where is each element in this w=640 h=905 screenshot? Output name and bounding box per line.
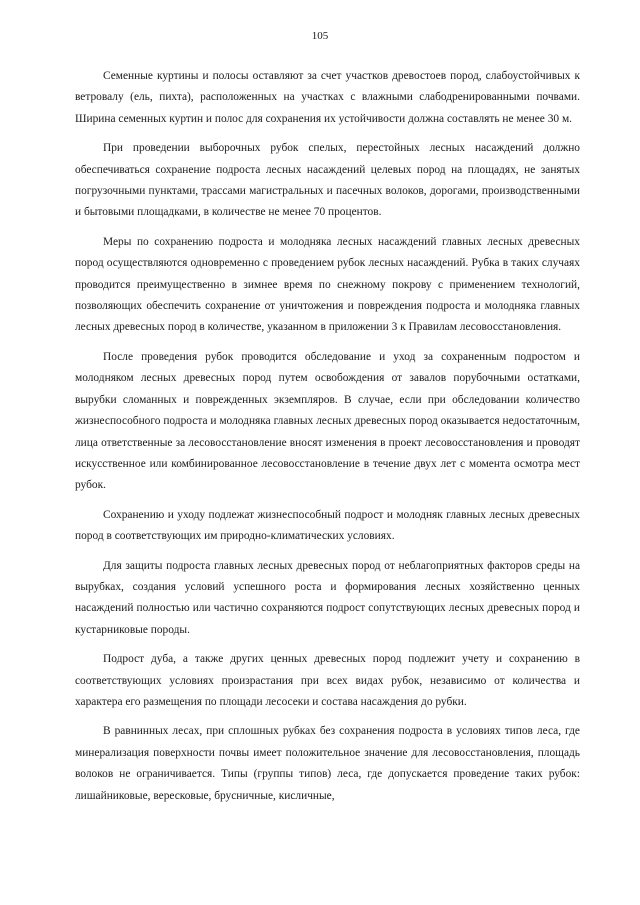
paragraph-seed-stands: Семенные куртины и полосы оставляют за счет участков древостоев пород, слабоустойчивых к ветровалу (ель, пихта), расположенных на участках с влажными слабодренированными почвами. Ширина семенных куртин и полос для сохранения их устойчивости должна составлять не менее 30 м. (75, 70, 580, 125)
paragraph-undergrowth-protection: Для защиты подроста главных лесных древесных пород от неблагоприятных факторов среды на вырубках, создания условий успешного роста и формирования лесных хозяйственно ценных насаждений полностью или частично сохраняются подрост сопутствующих лесных древесных пород и кустарниковые породы. (75, 559, 580, 636)
document-body (75, 66, 580, 815)
paragraph-oak-undergrowth: Подрост дуба, а также других ценных древесных пород подлежит учету и сохранению в соответствующих условиях произрастания при всех видах рубок, независимо от количества и характера его размещения по площади лесосеки и состава насаждения до рубки. (75, 653, 580, 708)
paragraph-undergrowth-measures: Меры по сохранению подроста и молодняка лесных насаждений главных лесных древесных пород осуществляются одновременно с проведением рубок лесных насаждений. Рубка в таких случаях проводится преимущественно в зимнее время по снежному покрову с применением технологий, позволяющих обеспечить сохранение от уничтожения и повреждения подроста и молодняка главных лесных древесных пород в количестве, указанном в приложении 3 к Правилам лесовосстановления. (75, 235, 580, 334)
paragraph-viable-undergrowth: Сохранению и уходу подлежат жизнеспособный подрост и молодняк главных лесных древесных пород в соответствующих им природно-климатических условиях. (75, 508, 580, 543)
page-number: 105 (311, 30, 329, 42)
paragraph-post-felling-survey: После проведения рубок проводится обследование и уход за сохраненным подростом и молодняком лесных древесных пород путем освобождения от завалов порубочными остатками, вырубки сломанных и поврежденных экземпляров. В случае, если при обследовании количество жизнеспособного подроста и молодняка главных лесных древесных пород оказывается недостаточным, лица ответственные за лесовосстановление вносят изменения в проект лесовосстановления и проводят искусственное или комбинированное лесовосстановление в течение двух лет с момента осмотра мест рубок. (75, 350, 580, 492)
paragraph-selective-felling: При проведении выборочных рубок спелых, перестойных лесных насаждений должно обеспечиваться сохранение подроста лесных насаждений целевых пород на площадях, не занятых погрузочными пунктами, трассами магистральных и пасечных волоков, дорогами, производственными и бытовыми площадками, в количестве не менее 70 процентов. (75, 142, 580, 219)
paragraph-plain-forests: В равнинных лесах, при сплошных рубках без сохранения подроста в условиях типов леса, где минерализация поверхности почвы имеет положительное значение для лесовосстановления, площадь волоков не ограничивается. Типы (группы типов) леса, где допускается проведение таких рубок: лишайниковые, вересковые, брусничные, кисличные, (75, 725, 580, 802)
